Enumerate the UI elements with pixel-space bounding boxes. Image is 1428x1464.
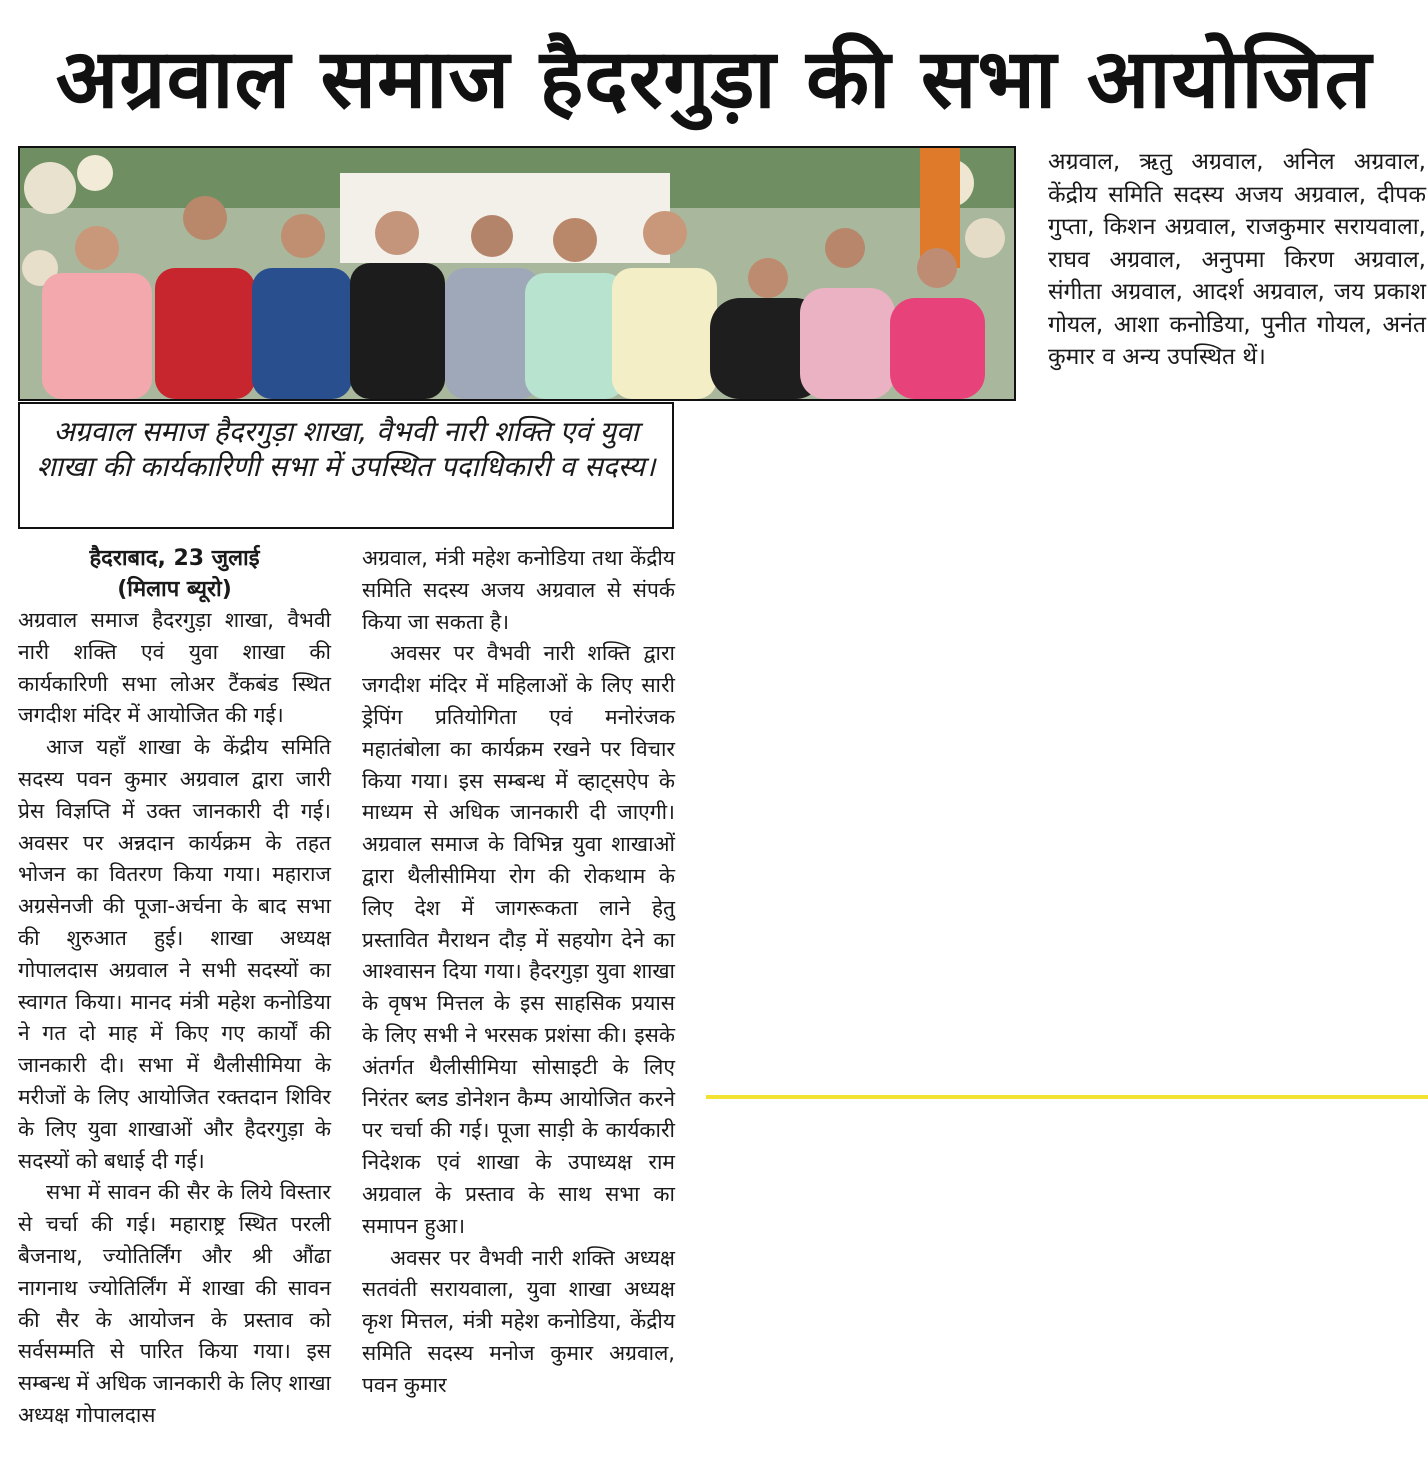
- photo-caption: अग्रवाल समाज हैदरगुड़ा शाखा, वैभवी नारी शक्ति एवं युवा शाखा की कार्यकारिणी सभा में उपस्थित पदाधिकारी व सदस्य।: [18, 402, 674, 529]
- group-photo-image: [20, 148, 1014, 399]
- yellow-divider: [706, 1095, 1428, 1099]
- article-column-1: [18, 543, 331, 1432]
- group-photo: [18, 146, 1016, 401]
- headline: अग्रवाल समाज हैदरगुड़ा की सभा आयोजित: [55, 32, 1373, 127]
- dateline: हैदराबाद, 23 जुलाई: [89, 546, 260, 571]
- paragraph: सभा में सावन की सैर के लिये विस्तार से चर्चा की गई। महाराष्ट्र स्थित परली बैजनाथ, ज्योतिर्लिंग और श्री औंढा नागनाथ ज्योतिर्लिंग में शाखा की सावन की सैर के आयोजन के प्रस्ताव को सर्वसम्मति से पारित किया गया। इस सम्बन्ध में अधिक जानकारी के लिए शाखा अध्यक्ष गोपालदास: [18, 1180, 331, 1427]
- paragraph: अवसर पर वैभवी नारी शक्ति अध्यक्ष सतवंती सरायवाला, युवा शाखा अध्यक्ष कृश मित्तल, मंत्री महेश कनोडिया, केंद्रीय समिति सदस्य मनोज कुमार अग्रवाल, पवन कुमार: [362, 1245, 675, 1397]
- bureau-credit: (मिलाप ब्यूरो): [117, 577, 232, 602]
- article-column-3: [1048, 146, 1426, 374]
- paragraph: अग्रवाल समाज हैदरगुड़ा शाखा, वैभवी नारी शक्ति एवं युवा शाखा की कार्यकारिणी सभा लोअर टैंकबंड स्थित जगदीश मंदिर में आयोजित की गई।: [18, 608, 331, 728]
- paragraph: आज यहाँ शाखा के केंद्रीय समिति सदस्य पवन कुमार अग्रवाल द्वारा जारी प्रेस विज्ञप्ति में उक्त जानकारी दी गई। अवसर पर अन्नदान कार्यक्रम के तहत भोजन का वितरण किया गया। महाराज अग्रसेनजी की पूजा-अर्चना के बाद सभा की शुरुआत हुई। शाखा अध्यक्ष गोपालदास अग्रवाल ने सभी सदस्यों का स्वागत किया। मानद मंत्री महेश कनोडिया ने गत दो माह में किए गए कार्यों की जानकारी दी। सभा में थैलीसीमिया के मरीजों के लिए आयोजित रक्तदान शिविर के लिए युवा शाखाओं और हैदरगुड़ा के सदस्यों को बधाई दी गई।: [18, 735, 331, 1173]
- article-column-2: [362, 543, 675, 1402]
- paragraph: अग्रवाल, ऋतु अग्रवाल, अनिल अग्रवाल, केंद्रीय समिति सदस्य अजय अग्रवाल, दीपक गुप्ता, किशन अग्रवाल, राजकुमार सरायवाला, राघव अग्रवाल, अनुपमा किरण अग्रवाल, संगीता अग्रवाल, आदर्श अग्रवाल, जय प्रकाश गोयल, आशा कनोडिया, पुनीत गोयल, अनंत कुमार व अन्य उपस्थित थें।: [1048, 149, 1426, 370]
- paragraph: अवसर पर वैभवी नारी शक्ति द्वारा जगदीश मंदिर में महिलाओं के लिए सारी ड्रेपिंग प्रतियोगिता एवं मनोरंजक महातंबोला का कार्यक्रम रखने पर विचार किया गया। इस सम्बन्ध में व्हाट्सऐप के माध्यम से अधिक जानकारी दी जाएगी। अग्रवाल समाज के विभिन्न युवा शाखाओं द्वारा थैलीसीमिया रोग की रोकथाम के लिए देश में जागरूकता लाने हेतु प्रस्तावित मैराथन दौड़ में सहयोग देने का आश्वासन दिया गया। हैदरगुड़ा युवा शाखा के वृषभ मित्तल के इस साहसिक प्रयास के लिए सभी ने भरसक प्रशंसा की। इसके अंतर्गत थैलीसीमिया सोसाइटी के लिए निरंतर ब्लड डोनेशन कैम्प आयोजित करने पर चर्चा की गई। पूजा साड़ी के कार्यकारी निदेशक एवं शाखा के उपाध्यक्ष राम अग्रवाल के प्रस्ताव के साथ सभा का समापन हुआ।: [362, 641, 675, 1238]
- paragraph: अग्रवाल, मंत्री महेश कनोडिया तथा केंद्रीय समिति सदस्य अजय अग्रवाल से संपर्क किया जा सकता है।: [362, 546, 675, 634]
